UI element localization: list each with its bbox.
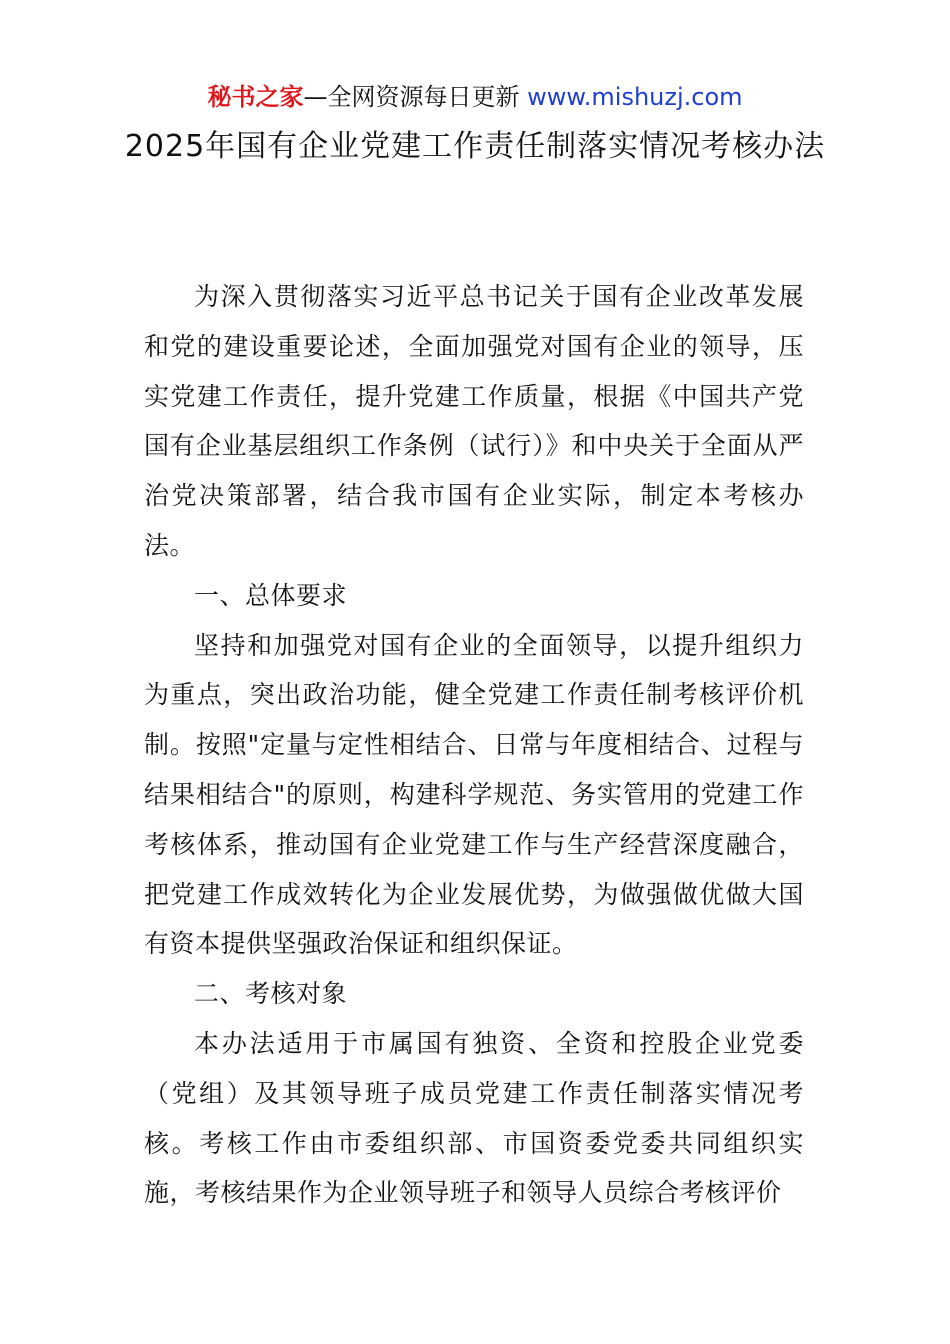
general-requirements-paragraph: 坚持和加强党对国有企业的全面领导，以提升组织力为重点，突出政治功能，健全党建工作责任制考核评价机制。按照"定量与定性相结合、日常与年度相结合、过程与结果相结合"的原则，构建科学规范、务实管用的党建工作考核体系，推动国有企业党建工作与生产经营深度融合，把党建工作成效转化为企业发展优势，为做强做优做大国有资本提供坚强政治保证和组织保证。 (144, 630, 804, 959)
site-header (0, 80, 950, 114)
site-url-link[interactable]: www.mishuzj.com (527, 83, 743, 111)
section-heading-assessment-targets: 二、考核对象 (194, 979, 348, 1009)
document-title: 2025年国有企业党建工作责任制落实情况考核办法 (124, 129, 826, 164)
assessment-targets-paragraph: 本办法适用于市属国有独资、全资和控股企业党委（党组）及其领导班子成员党建工作责任制落实情况考核。考核工作由市委组织部、市国资委党委共同组织实施，考核结果作为企业领导班子和领导人员综合考核评价 (144, 1028, 804, 1208)
site-tagline: —全网资源每日更新 (303, 83, 528, 111)
brand-name: 秘书之家 (207, 83, 304, 111)
intro-paragraph: 为深入贯彻落实习近平总书记关于国有企业改革发展和党的建设重要论述，全面加强党对国有企业的领导，压实党建工作责任，提升党建工作质量，根据《中国共产党国有企业基层组织工作条例（试行）》和中央关于全面从严治党决策部署，结合我市国有企业实际，制定本考核办法。 (144, 282, 804, 560)
document-body (144, 272, 804, 1218)
section-heading-general-requirements: 一、总体要求 (194, 580, 348, 610)
